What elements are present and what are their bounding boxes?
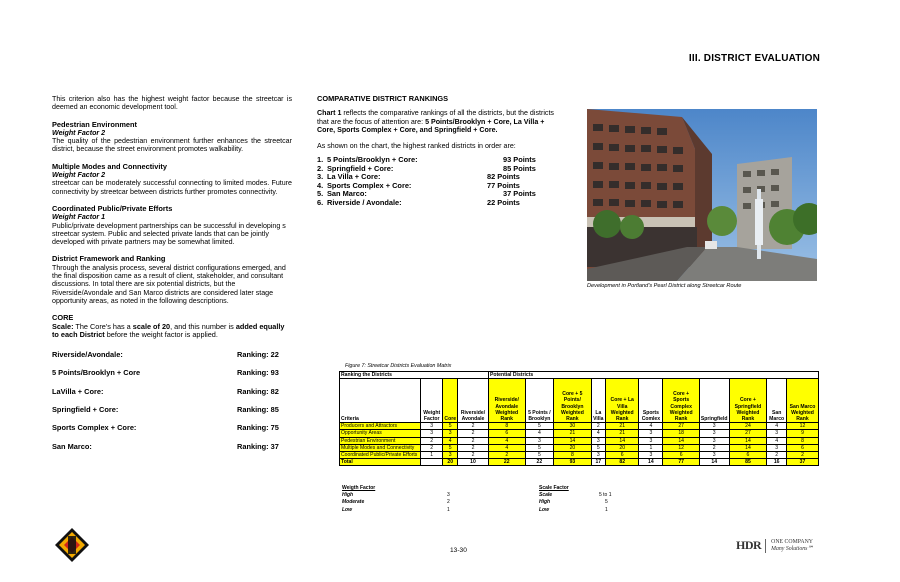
- cell: 3: [699, 437, 729, 444]
- ranking-name: San Marco:: [52, 441, 92, 451]
- legend-key: Low: [342, 506, 352, 513]
- core-text-b: scale of 20: [132, 321, 171, 331]
- cell: 3: [699, 452, 729, 459]
- cell: 21: [606, 430, 639, 437]
- dfr-title: District Framework and Ranking: [52, 254, 166, 264]
- cell: 2: [591, 423, 605, 430]
- cell: 14: [663, 437, 700, 444]
- hdr-logo: [736, 538, 813, 553]
- scale-legend: [539, 485, 629, 514]
- mm-weight: Weight Factor 2: [52, 171, 106, 180]
- table-row: [340, 423, 819, 430]
- legend-value: 3: [447, 492, 450, 499]
- middle-column: [317, 95, 560, 207]
- ranking-row: [52, 406, 292, 414]
- cell: 6: [606, 452, 639, 459]
- cell: Opportunity Areas: [340, 430, 421, 437]
- list-points: 37 Points: [503, 189, 536, 199]
- cell: 21: [606, 423, 639, 430]
- col-header: Criteria: [340, 379, 421, 423]
- cell: 3: [525, 437, 554, 444]
- page-number: 13-30: [450, 547, 467, 554]
- list-num: 2.: [317, 163, 324, 173]
- cell: 21: [554, 430, 591, 437]
- group-left: Ranking the Districts: [340, 372, 489, 379]
- cell: 4: [488, 444, 525, 451]
- cell: 22: [525, 459, 554, 466]
- group-right: Potential Districts: [488, 372, 818, 379]
- ranking-row: [52, 424, 292, 432]
- ranking-name: 5 Points/Brooklyn + Core: [52, 368, 141, 378]
- cell: 5: [525, 444, 554, 451]
- cell: Coordinated Public/Private Efforts: [340, 452, 421, 459]
- cpp-text: Public/private development partnerships can be successful in developing s streetcar system. Public and selected private lands that can be jointly developed with private partners may be somewhat limited.: [52, 221, 286, 247]
- cell: 5: [525, 423, 554, 430]
- cell: 14: [554, 437, 591, 444]
- core-text-d: added equally to each District: [52, 321, 285, 339]
- cell: 3: [639, 430, 663, 437]
- ranking-row: [52, 369, 292, 377]
- table-row: [340, 444, 819, 451]
- dfr-text: Through the analysis process, several district configurations emerged, and the final disposition came as a result of client, stakeholder, and consultant discussions. In total there are six potential districts, but the Riverside/Avondale and San Marco districts are considered later stage opportunity areas, as noted in the following descriptions.: [52, 263, 286, 305]
- cell: 3: [421, 430, 443, 437]
- cell: 3: [699, 423, 729, 430]
- cell: 4: [525, 430, 554, 437]
- legend-key: High: [539, 499, 551, 506]
- col-header: Core + La Villa Weighted Rank: [606, 379, 639, 423]
- col-header: La Villa: [591, 379, 605, 423]
- street-photo: [587, 109, 817, 281]
- list-points: 77 Points: [487, 180, 520, 190]
- evaluation-matrix: [339, 371, 819, 466]
- col-header: Core: [443, 379, 458, 423]
- cell: 8: [554, 452, 591, 459]
- jta-logo-icon: [55, 528, 89, 567]
- cell: 77: [663, 459, 700, 466]
- cell: 4: [443, 437, 458, 444]
- cell: [421, 459, 443, 466]
- cell: 12: [663, 444, 700, 451]
- col-header: Weight Factor: [421, 379, 443, 423]
- cell: 6: [786, 444, 818, 451]
- legend-title: Scale Factor: [539, 485, 569, 491]
- cell: 5: [443, 444, 458, 451]
- list-name: San Marco:: [327, 189, 367, 199]
- list-name: Springfield + Core:: [327, 163, 394, 173]
- cell: 3: [443, 452, 458, 459]
- cell: 27: [663, 423, 700, 430]
- cell: 3: [639, 437, 663, 444]
- cpp-weight: Weight Factor 1: [52, 213, 106, 222]
- cell: 4: [767, 423, 787, 430]
- ranking-value: Ranking: 82: [237, 386, 279, 396]
- core-text-a: The Core's has a: [73, 321, 133, 331]
- legend-key: Low: [539, 506, 549, 513]
- cell: 3: [591, 452, 605, 459]
- list-points: 85 Points: [503, 163, 536, 173]
- cell: 3: [767, 444, 787, 451]
- legend-key: Moderate: [342, 499, 365, 506]
- weight-legend: [342, 485, 452, 514]
- table-row: [340, 452, 819, 459]
- legend-value: 1: [447, 506, 450, 513]
- list-item: [317, 199, 560, 207]
- legend-row: [539, 499, 629, 506]
- tagline-line1: ONE COMPANY: [771, 538, 813, 545]
- cell: 2: [458, 444, 489, 451]
- ranking-value: Ranking: 75: [237, 423, 279, 433]
- cell: 9: [786, 430, 818, 437]
- col-header: San Marco: [767, 379, 787, 423]
- legend-value: 1: [605, 506, 608, 513]
- cell: 37: [786, 459, 818, 466]
- legend-key: High: [342, 492, 354, 499]
- legend-key: Scale: [539, 492, 553, 499]
- col-header: 5 Points / Brooklyn: [525, 379, 554, 423]
- ped-weight: Weight Factor 2: [52, 128, 106, 137]
- cell: 14: [639, 459, 663, 466]
- core-text-e: before the weight factor is applied.: [104, 329, 218, 339]
- cell: 2: [458, 437, 489, 444]
- list-num: 6.: [317, 197, 324, 207]
- cell: 20: [606, 444, 639, 451]
- cell: 1: [421, 452, 443, 459]
- cell: 2: [699, 444, 729, 451]
- list-name: Sports Complex + Core:: [327, 180, 412, 190]
- mm-text: streetcar can be moderately successful connecting to limited modes. Future connectivity by streetcar between districts further promotes connectivity.: [52, 179, 292, 196]
- cell: 5: [525, 452, 554, 459]
- section-title: III. DISTRICT EVALUATION: [688, 53, 820, 64]
- cpp-title: Coordinated Public/Private Efforts: [52, 203, 173, 213]
- photo-caption: Development in Portland's Pearl District along Streetcar Route: [587, 283, 742, 289]
- ped-title: Pedestrian Environment: [52, 119, 138, 129]
- legend-value: 5 to 1: [599, 492, 612, 499]
- cell: 8: [786, 437, 818, 444]
- hdr-wordmark: HDR: [736, 538, 762, 552]
- list-points: 22 Points: [487, 197, 520, 207]
- cell: 20: [554, 444, 591, 451]
- ranking-name: Sports Complex + Core:: [52, 423, 137, 433]
- col-header: Sports Comlex: [639, 379, 663, 423]
- intro-c: 5 Points/Brooklyn + Core, La Villa + Core, Sports Complex + Core, and Springfield + Core.: [317, 117, 545, 134]
- col-header: Riverside/ Avondale Weighted Rank: [488, 379, 525, 423]
- cell: 93: [554, 459, 591, 466]
- col-header: Core + Springfield Weighted Rank: [729, 379, 767, 423]
- cell: 14: [606, 437, 639, 444]
- cell: 27: [729, 430, 767, 437]
- ranking-name: Springfield + Core:: [52, 405, 119, 415]
- cell: 2: [458, 452, 489, 459]
- legend-row: [539, 492, 629, 499]
- list-num: 4.: [317, 180, 324, 190]
- cell: Total: [340, 459, 421, 466]
- cell: Pedestrian Environment: [340, 437, 421, 444]
- cell: 8: [488, 423, 525, 430]
- ranking-value: Ranking: 37: [237, 441, 279, 451]
- ranking-name: Riverside/Avondale:: [52, 350, 123, 360]
- ranked-list: [317, 156, 560, 206]
- legend-row: [539, 507, 629, 514]
- legend-row: [342, 507, 452, 514]
- cell: 1: [639, 444, 663, 451]
- cell: 14: [729, 437, 767, 444]
- cell: 3: [443, 430, 458, 437]
- cell: 3: [767, 430, 787, 437]
- legend-value: 5: [605, 499, 608, 506]
- list-points: 82 Points: [487, 172, 520, 182]
- list-name: 5 Points/Brooklyn + Core:: [327, 155, 418, 165]
- cell: 20: [443, 459, 458, 466]
- ranking-row: [52, 351, 292, 359]
- cell: Multiple Modes and Connectivity: [340, 444, 421, 451]
- core-title: CORE: [52, 313, 74, 323]
- cell: 2: [458, 423, 489, 430]
- cell: 2: [421, 444, 443, 451]
- intro-text: This criterion also has the highest weight factor because the streetcar is deemed an economic development tool.: [52, 95, 292, 112]
- cell: 18: [663, 430, 700, 437]
- hdr-tagline: [765, 539, 813, 553]
- total-row: [340, 459, 819, 466]
- cell: 12: [786, 423, 818, 430]
- rankings-lead: As shown on the chart, the highest ranked districts in order are:: [317, 142, 516, 151]
- cell: 3: [591, 437, 605, 444]
- intro-b: reflects the comparative rankings of all the districts, but the districts that are the focus of attention are:: [317, 109, 554, 126]
- list-points: 93 Points: [503, 155, 536, 165]
- list-name: La Villa + Core:: [327, 172, 381, 182]
- legend-value: 2: [447, 499, 450, 506]
- legend-row: [342, 499, 452, 506]
- cell: 2: [458, 430, 489, 437]
- cell: 4: [591, 430, 605, 437]
- cell: 14: [729, 444, 767, 451]
- cell: 3: [699, 430, 729, 437]
- cell: 17: [591, 459, 605, 466]
- cell: 6: [729, 452, 767, 459]
- col-header: San Marco Weighted Rank: [786, 379, 818, 423]
- cell: 22: [488, 459, 525, 466]
- core-scale-label: Scale:: [52, 321, 74, 331]
- ranking-value: Ranking: 85: [237, 405, 279, 415]
- chart-ref: Chart 1: [317, 109, 342, 118]
- cell: 14: [699, 459, 729, 466]
- list-num: 3.: [317, 172, 324, 182]
- cell: 30: [554, 423, 591, 430]
- table-row: [340, 437, 819, 444]
- cell: 4: [639, 423, 663, 430]
- list-num: 1.: [317, 155, 324, 165]
- cell: Producers and Attractors: [340, 423, 421, 430]
- legend-row: [342, 492, 452, 499]
- col-header: Core + Sports Complex Weighted Rank: [663, 379, 700, 423]
- left-column: [52, 95, 292, 461]
- cell: 3: [421, 423, 443, 430]
- legend-title: Weigth Factor: [342, 485, 376, 491]
- cell: 85: [729, 459, 767, 466]
- list-name: Riverside / Avondale:: [327, 197, 402, 207]
- core-text-c: , and this number is: [170, 321, 236, 331]
- cell: 4: [767, 437, 787, 444]
- cell: 10: [458, 459, 489, 466]
- cell: 2: [786, 452, 818, 459]
- cell: 16: [767, 459, 787, 466]
- ranking-row: [52, 388, 292, 396]
- cell: 6: [663, 452, 700, 459]
- cell: 3: [639, 452, 663, 459]
- cell: 2: [488, 452, 525, 459]
- core-text: [52, 323, 292, 340]
- rankings-title: COMPARATIVE DISTRICT RANKINGS: [317, 94, 449, 103]
- cell: 5: [591, 444, 605, 451]
- ranking-name: LaVilla + Core:: [52, 386, 104, 396]
- ranking-row: [52, 443, 292, 451]
- cell: 2: [421, 437, 443, 444]
- cell: 24: [729, 423, 767, 430]
- col-header: Riverside/ Avondale: [458, 379, 489, 423]
- ranking-value: Ranking: 22: [237, 350, 279, 360]
- rankings-intro: [317, 109, 560, 134]
- table-row: [340, 430, 819, 437]
- cell: 4: [488, 437, 525, 444]
- figure-caption: Figure 7: Streetcar Districts Evaluation Matrix: [345, 363, 452, 369]
- mm-title: Multiple Modes and Connectivity: [52, 161, 167, 171]
- tagline-line2: Many Solutions℠: [771, 545, 814, 552]
- ranking-value: Ranking: 93: [237, 368, 279, 378]
- col-header: Core + 5 Points/ Brooklyn Weighted Rank: [554, 379, 591, 423]
- cell: 5: [443, 423, 458, 430]
- col-header: Springfield: [699, 379, 729, 423]
- ped-text: The quality of the pedestrian environment further enhances the streetcar district, because the street environment promotes walkability.: [52, 137, 292, 154]
- cell: 2: [767, 452, 787, 459]
- cell: 6: [488, 430, 525, 437]
- cell: 82: [606, 459, 639, 466]
- list-num: 5.: [317, 189, 324, 199]
